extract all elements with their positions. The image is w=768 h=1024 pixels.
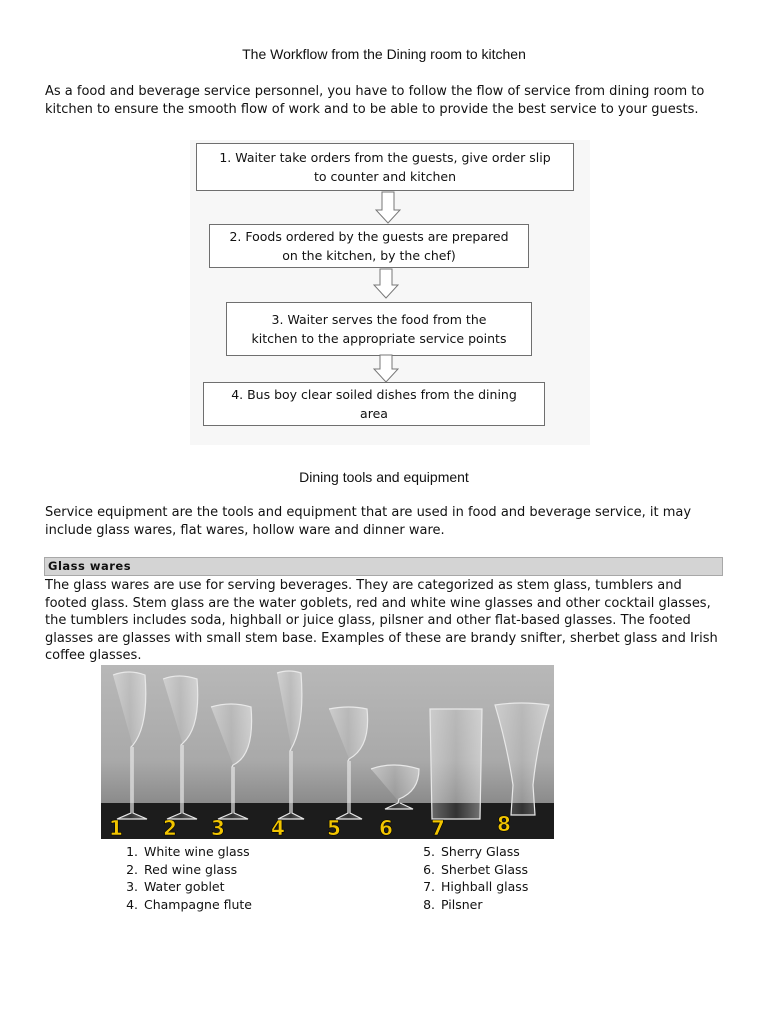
photo-label-8: 8 bbox=[497, 812, 511, 836]
down-arrow-icon bbox=[373, 268, 399, 300]
photo-label-7: 7 bbox=[431, 816, 445, 839]
photo-label-4: 4 bbox=[271, 816, 285, 839]
page-title: The Workflow from the Dining room to kitchen bbox=[242, 46, 526, 62]
photo-label-1: 1 bbox=[109, 816, 123, 839]
workflow-step-3: 3. Waiter serves the food from the kitchen to the appropriate service points bbox=[226, 302, 532, 356]
equipment-paragraph: Service equipment are the tools and equipment that are used in food and beverage service, it may include glass wares, flat wares, hollow ware and dinner ware. bbox=[45, 505, 692, 538]
workflow-diagram bbox=[190, 140, 590, 445]
photo-label-6: 6 bbox=[379, 816, 393, 839]
list-item: 8. Pilsner bbox=[423, 896, 483, 912]
workflow-step-2: 2. Foods ordered by the guests are prepared on the kitchen, by the chef) bbox=[209, 224, 529, 268]
glass-wares-header: Glass wares bbox=[44, 557, 723, 576]
list-item: 5. Sherry Glass bbox=[423, 844, 520, 859]
photo-label-3: 3 bbox=[211, 816, 225, 839]
list-item: 3. Water goblet bbox=[126, 879, 225, 894]
workflow-step-4: 4. Bus boy clear soiled dishes from the dining area bbox=[203, 382, 545, 426]
section-heading: Dining tools and equipment bbox=[299, 469, 469, 485]
glass-list-left bbox=[120, 843, 252, 913]
workflow-step-1: 1. Waiter take orders from the guests, give order slip to counter and kitchen bbox=[196, 143, 574, 191]
glassware-photo bbox=[101, 665, 554, 839]
glass-list-right bbox=[417, 843, 528, 913]
list-item: 6. Sherbet Glass bbox=[423, 861, 529, 877]
down-arrow-icon bbox=[373, 354, 399, 384]
down-arrow-icon bbox=[375, 191, 401, 225]
list-item: 4. Champagne flute bbox=[126, 896, 252, 912]
photo-label-5: 5 bbox=[327, 816, 341, 839]
list-item: 1. White wine glass bbox=[126, 844, 250, 859]
glass-wares-paragraph: The glass wares are use for serving beverages. They are categorized as stem glass, tumblers and footed glass. Stem glass are the water goblets, red and white wine glasses and other cocktail glasses, the tumblers includes soda, highball or juice glass, pilsner and other flat-based glasses. The footed glasses are glasses with small stem base. Examples of these are brandy snifter, sherbet glass and Irish coffee glasses. bbox=[45, 578, 718, 663]
list-item: 7. Highball glass bbox=[423, 879, 529, 894]
intro-paragraph: As a food and beverage service personnel, you have to follow the flow of service from dining room to kitchen to ensure the smooth flow of work and to be able to provide the best service to your guests. bbox=[45, 84, 705, 117]
list-item: 2. Red wine glass bbox=[126, 861, 238, 877]
photo-label-2: 2 bbox=[163, 816, 177, 839]
